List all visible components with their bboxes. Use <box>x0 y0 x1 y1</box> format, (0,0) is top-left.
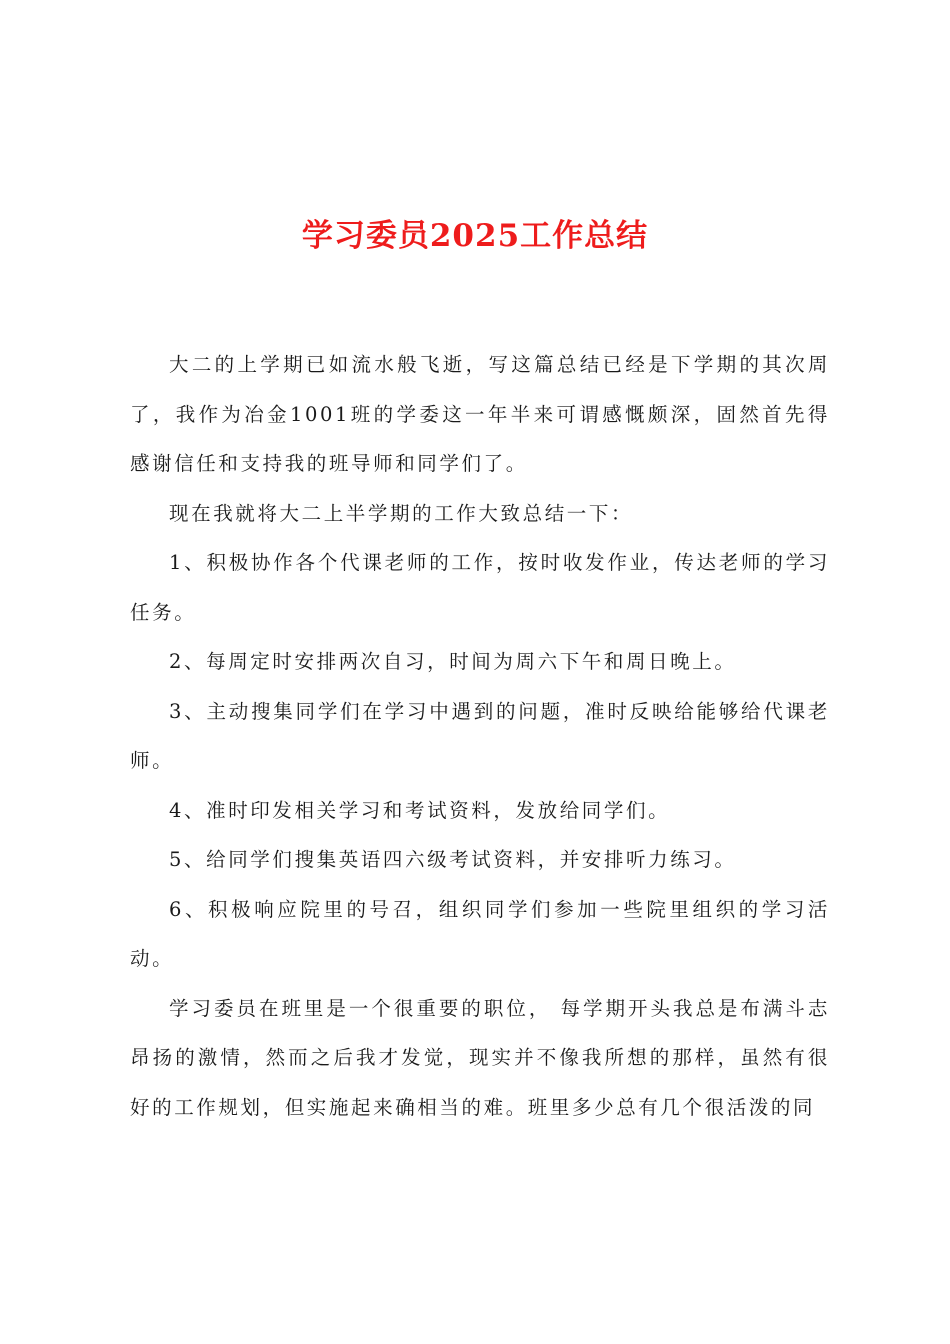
paragraph-reflection: 学习委员在班里是一个很重要的职位， 每学期开头我总是布满斗志昂扬的激情，然而之后我才发觉，现实并不像我所想的那样，虽然有很好的工作规划，但实施起来确相当的难。班里多少总有几个很活泼的同 <box>130 996 830 1119</box>
paragraph-intro: 大二的上学期已如流水般飞逝，写这篇总结已经是下学期的其次周了，我作为冶金1001班的学委这一年半来可谓感慨颇深，固然首先得感谢信任和支持我的班导师和同学们了。 <box>130 353 830 475</box>
paragraph-item-1: 1、积极协作各个代课老师的工作，按时收发作业，传达老师的学习任务。 <box>130 551 830 624</box>
paragraph-item-5: 5、给同学们搜集英语四六级考试资料，并安排听力练习。 <box>169 848 737 871</box>
paragraph-item-6: 6、积极响应院里的号召，组织同学们参加一些院里组织的学习活动。 <box>130 897 830 970</box>
document-body <box>130 340 830 1132</box>
paragraph-summary-lead: 现在我就将大二上半学期的工作大致总结一下： <box>169 501 634 525</box>
paragraph-item-4: 4、准时印发相关学习和考试资料，发放给同学们。 <box>169 798 671 822</box>
paragraph-item-2: 2、每周定时安排两次自习，时间为周六下午和周日晚上。 <box>169 650 737 673</box>
paragraph-item-3: 3、主动搜集同学们在学习中遇到的问题，准时反映给能够给代课老师。 <box>130 699 830 772</box>
document-title: 学习委员2025工作总结 <box>301 218 649 254</box>
